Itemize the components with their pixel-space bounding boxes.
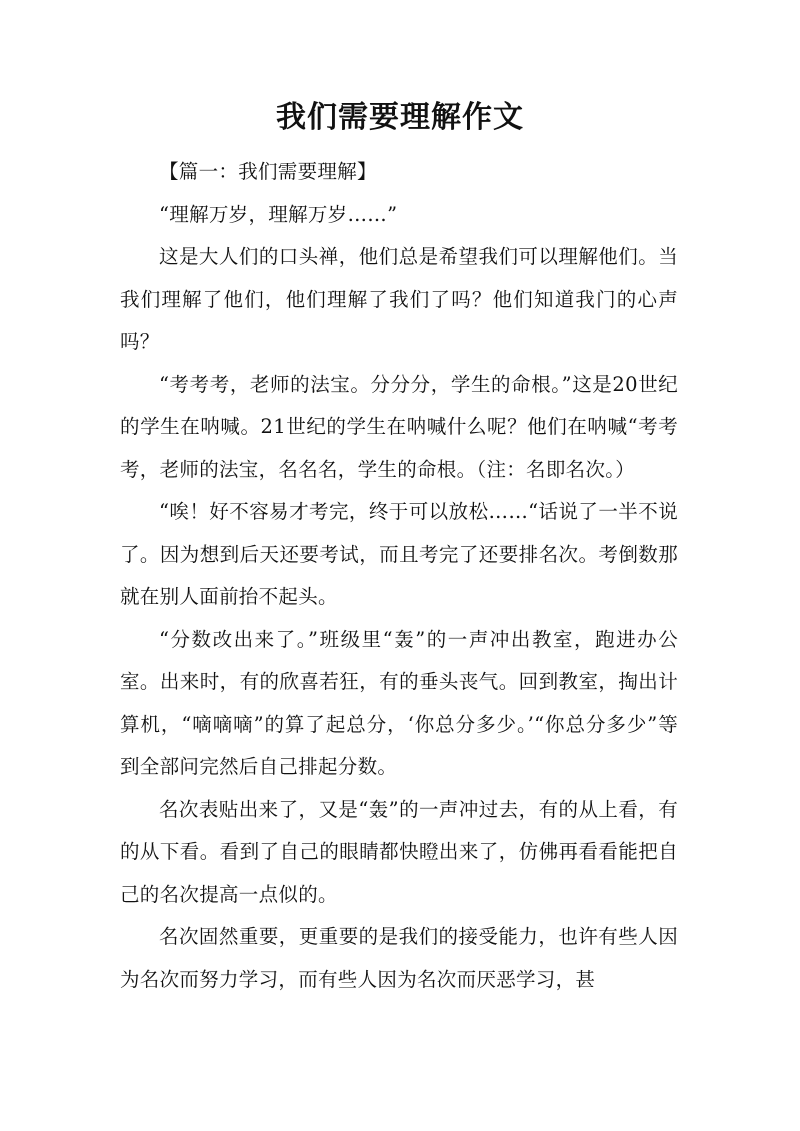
paragraph: 名次固然重要，更重要的是我们的接受能力，也许有些人因为名次而努力学习，而有些人因为名次而厌恶学习，甚 — [120, 925, 678, 991]
document-body — [120, 151, 678, 1001]
document-title: 我们需要理解作文 — [276, 100, 524, 135]
paragraph: “理解万岁，理解万岁……” — [159, 202, 398, 226]
paragraph-section-heading: 【篇一：我们需要理解】 — [159, 160, 377, 183]
paragraph: 这是大人们的口头禅，他们总是希望我们可以理解他们。当我们理解了他们，他们理解了我们了吗？他们知道我门的心声吗？ — [120, 245, 678, 353]
paragraph: “唉！好不容易才考完，终于可以放松……“话说了一半不说了。因为想到后天还要考试，而且考完了还要排名次。考倒数那就在别人面前抬不起头。 — [120, 500, 678, 608]
paragraph: “分数改出来了。”班级里“轰”的一声冲出教室，跑进办公室。出来时，有的欣喜若狂，有的垂头丧气。回到教室，掏出计算机，“嘀嘀嘀”的算了起总分，‘你总分多少。’“你总分多少”等到全部问完然后自己排起分数。 — [120, 627, 678, 778]
paragraph: 名次表贴出来了，又是“轰”的一声冲过去，有的从上看，有的从下看。看到了自己的眼睛都快瞪出来了，仿佛再看看能把自己的名次提高一点似的。 — [120, 797, 678, 906]
paragraph: “考考考，老师的法宝。分分分，学生的命根。”这是20世纪的学生在呐喊。21世纪的学生在呐喊什么呢？他们在呐喊“考考考，老师的法宝，名名名，学生的命根。（注：名即名次。） — [120, 372, 678, 481]
